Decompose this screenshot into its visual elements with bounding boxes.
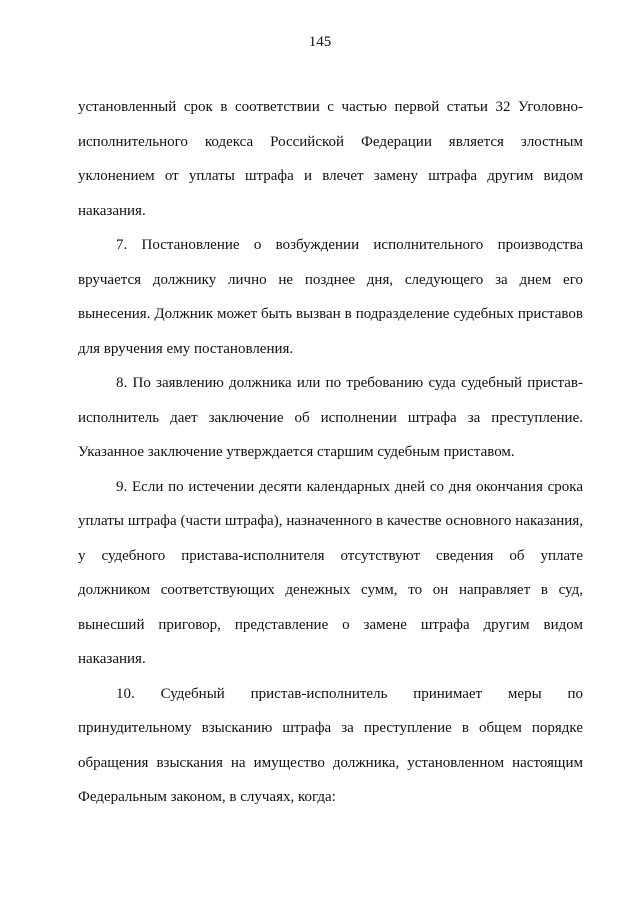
document-body <box>78 90 583 815</box>
paragraph-item-9: 9. Если по истечении десяти календарных дней со дня окончания срока уплаты штрафа (части штрафа), назначенного в качестве основного наказания, у судебного пристава-исполнителя отсутствуют сведения об уплате должником соответствующих денежных сумм, то он направляет в суд, вынесший приговор, представление о замене штрафа другим видом наказания. <box>78 478 583 667</box>
paragraph-item-10: 10. Судебный пристав-исполнитель принимает меры по принудительному взысканию штрафа за преступление в общем порядке обращения взыскания на имущество должника, установленном настоящим Федеральным законом, в случаях, когда: <box>78 685 583 805</box>
paragraph-item-8: 8. По заявлению должника или по требованию суда судебный пристав-исполнитель дает заключение об исполнении штрафа за преступление. Указанное заключение утверждается старшим судебным приставом. <box>78 375 583 460</box>
paragraph-item-7: 7. Постановление о возбуждении исполнительного производства вручается должнику лично не позднее дня, следующего за днем его вынесения. Должник может быть вызван в подразделение судебных приставов для вручения ему постановления. <box>78 237 583 357</box>
paragraph-continuation: установленный срок в соответствии с частью первой статьи 32 Уголовно-исполнительного кодекса Российской Федерации является злостным уклонением от уплаты штрафа и влечет замену штрафа другим видом наказания. <box>78 99 583 219</box>
page-number: 145 <box>308 34 332 50</box>
